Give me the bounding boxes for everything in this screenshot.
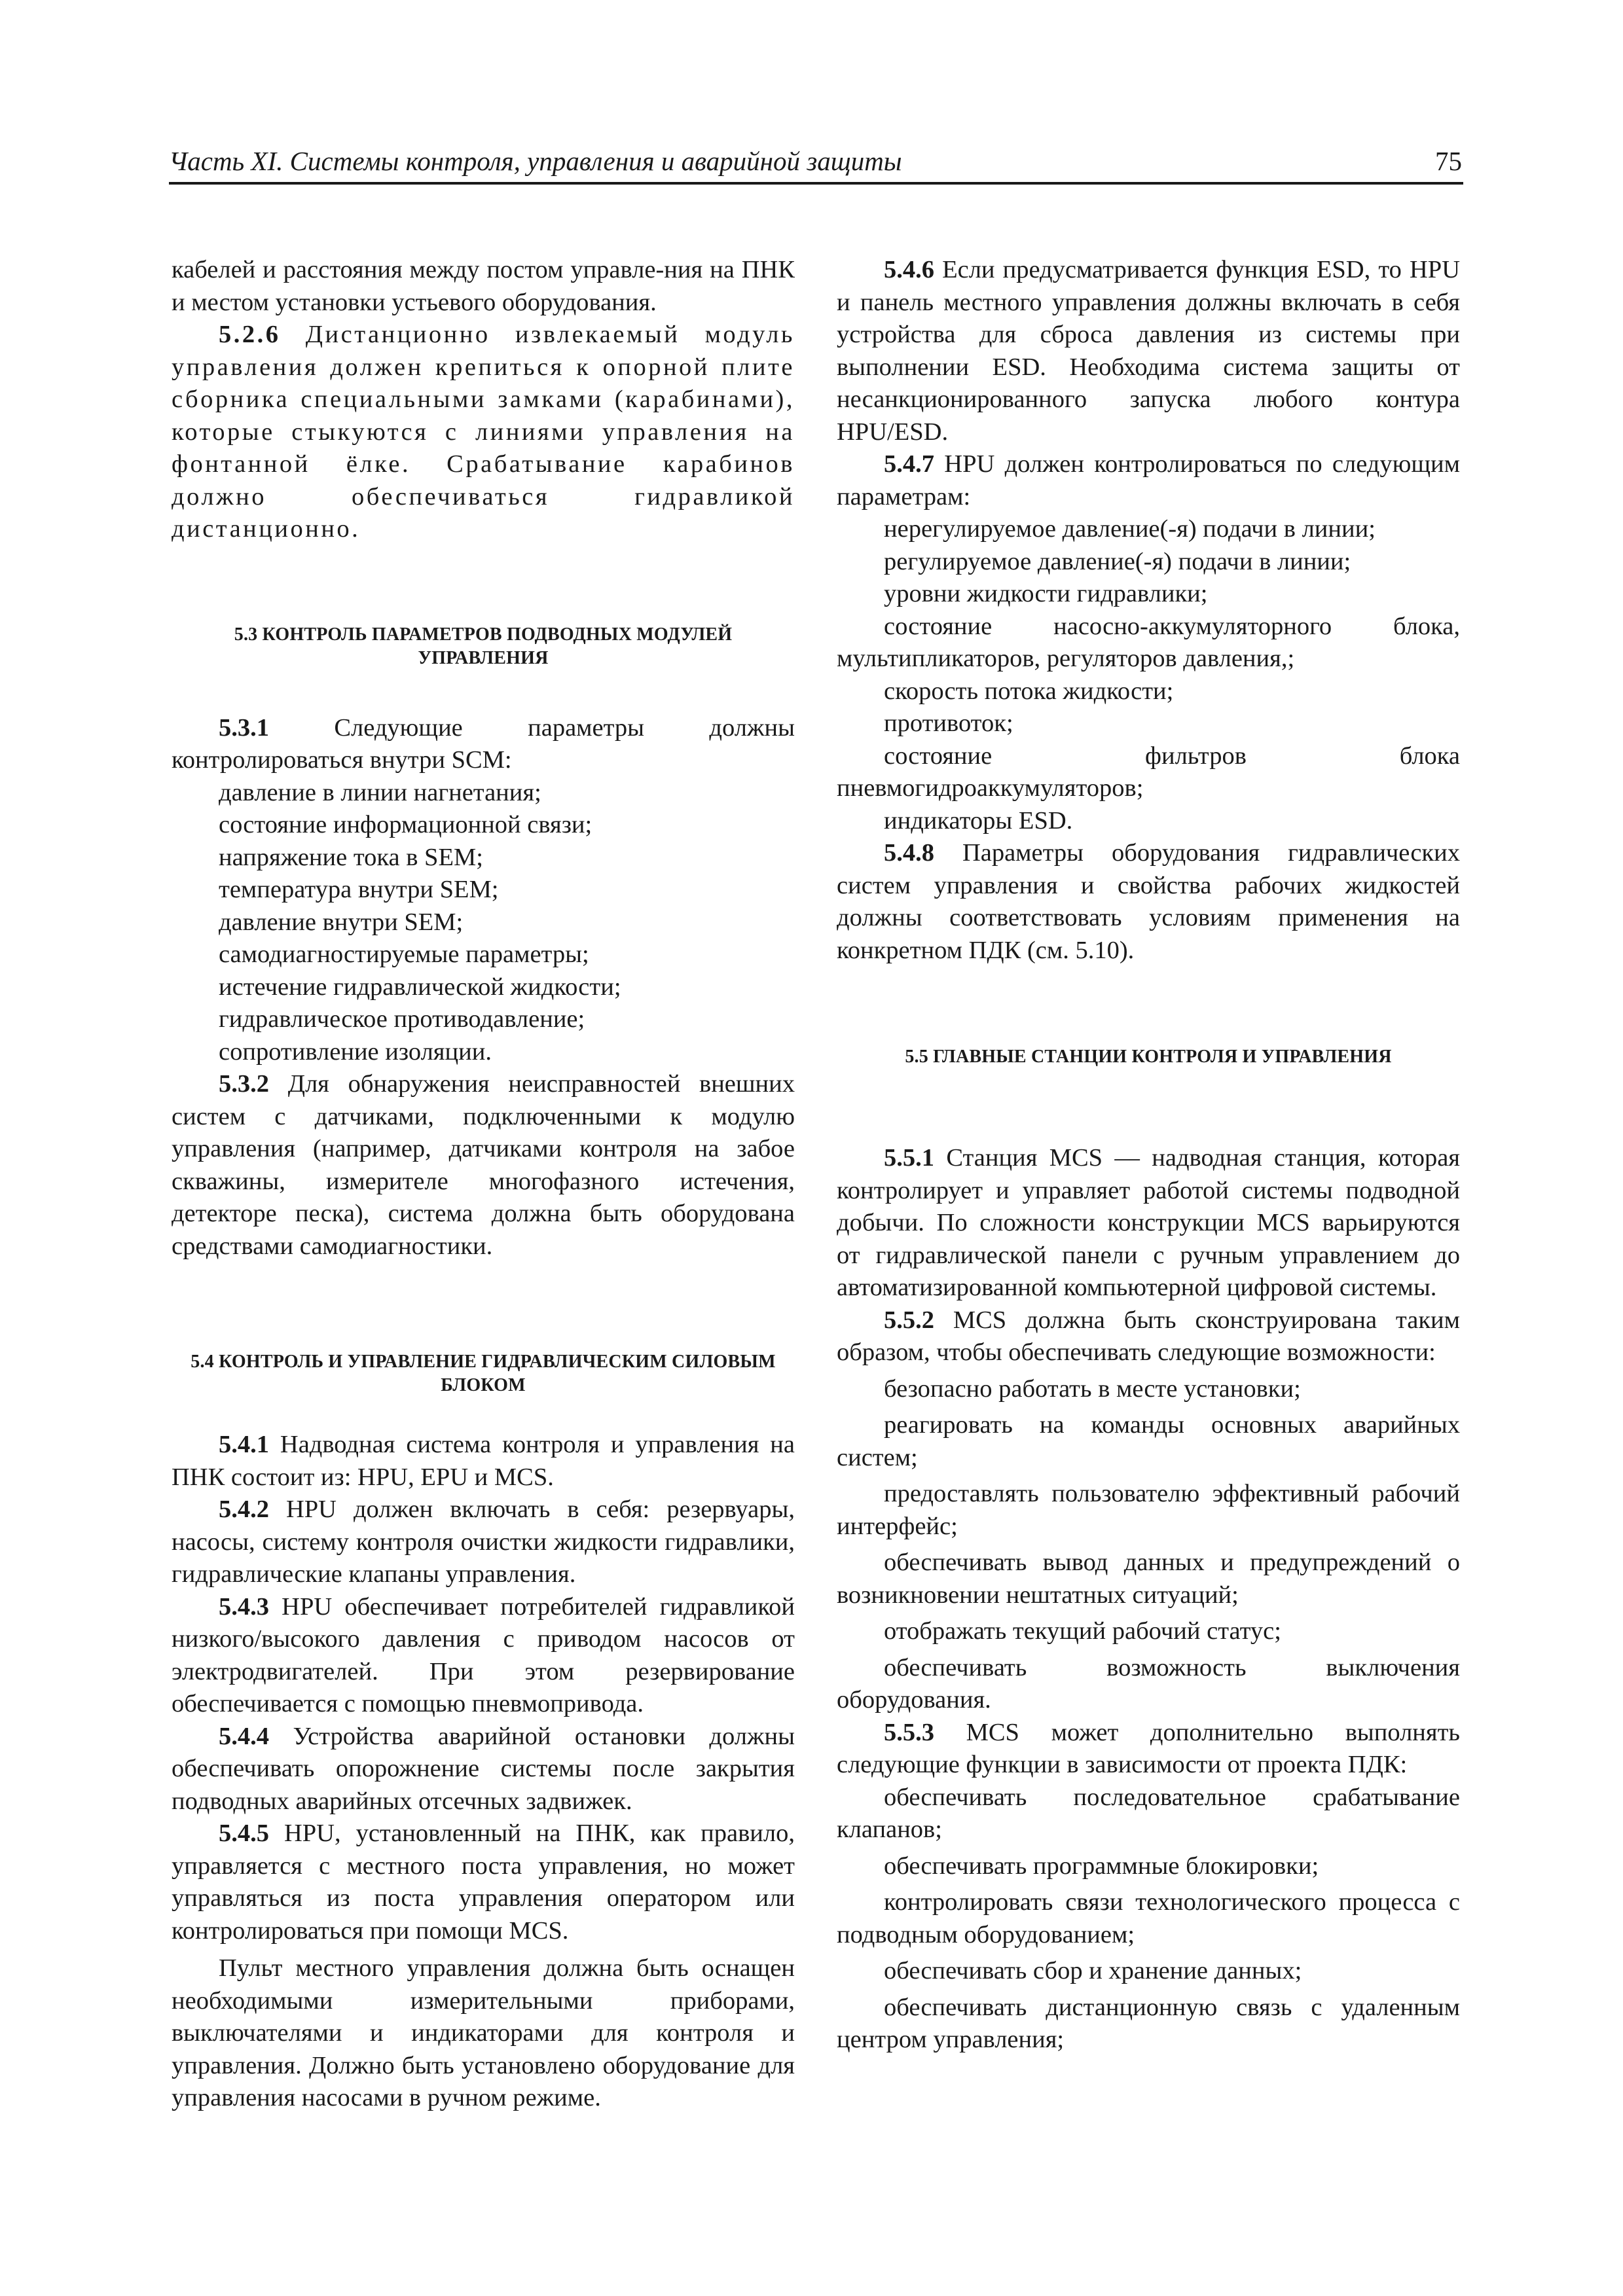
- page-number: 75: [1435, 146, 1462, 176]
- clause-text: Станция MCS — надводная станция, которая контролирует и управляет работой системы подводной добычи. По сложности конструкции MCS варьируются от гидравлической панели с ручным управлением до автоматизированной компьютерной цифровой системы.: [837, 1144, 1460, 1301]
- clause-number: 5.4.7: [884, 450, 934, 478]
- list-item: контролировать связи технологического процесса с подводным оборудованием;: [837, 1888, 1460, 1948]
- clause-number: 5.4.1: [219, 1431, 269, 1458]
- paragraph-5-5-2: [837, 1304, 1460, 1369]
- list-item: напряжение тока в SEM;: [219, 843, 483, 871]
- list-item: состояние фильтров блока пневмогидроаккумуляторов;: [837, 742, 1460, 802]
- clause-number: 5.5.3: [884, 1718, 934, 1746]
- list-item: давление внутри SEM;: [219, 908, 464, 936]
- paragraph-5-4-6: [837, 254, 1460, 448]
- paragraph-5-4-1: [172, 1429, 795, 1494]
- list-item: истечение гидравлической жидкости;: [219, 973, 621, 1001]
- clause-text: Если предусматривается функция ESD, то HPU и панель местного управления должны включать в себя устройства для сброса давления из системы при выполнении ESD. Необходима система защиты от несанкционированного запуска любого контура HPU/ESD.: [837, 256, 1460, 446]
- section-title-5-4: 5.4 КОНТРОЛЬ И УПРАВЛЕНИЕ ГИДРАВЛИЧЕСКИМ СИЛОВЫМ БЛОКОМ: [191, 1352, 776, 1395]
- list-item: обеспечивать сбор и хранение данных;: [884, 1957, 1302, 1984]
- clause-number: 5.2.6: [219, 321, 281, 348]
- paragraph-5-3-1: [172, 712, 795, 777]
- paragraph-5-4-7: [837, 448, 1460, 513]
- clause-number: 5.3.1: [219, 713, 269, 742]
- clause-number: 5.3.2: [219, 1070, 269, 1098]
- clause-text: Дистанционно извлекаемый модуль управления должен крепиться к опорной плите сборника специальными замками (карабинами), которые стыкуются с линиями управления на фонтанной ёлке. Срабатывание карабинов должно обеспечиваться гидравликой дистанционно.: [172, 321, 795, 543]
- clause-text: Устройства аварийной остановки должны обеспечивать опорожнение системы после закрытия подводных аварийных отсечных задвижек.: [172, 1722, 795, 1815]
- clause-number: 5.4.3: [219, 1592, 269, 1621]
- paragraph-5-2-6: [172, 319, 795, 546]
- list-item: обеспечивать возможность выключения оборудования.: [837, 1653, 1460, 1713]
- section-title-5-3: 5.3 КОНТРОЛЬ ПАРАМЕТРОВ ПОДВОДНЫХ МОДУЛЕЙ УПРАВЛЕНИЯ: [234, 624, 733, 668]
- clause-text: Для обнаружения неисправностей внешних систем с датчиками, подключенными к модулю управления (например, датчиками контроля на забое скважины, измерителе многофазного истечения, детекторе песка), система должна быть оборудована средствами самодиагностики.: [172, 1070, 795, 1260]
- paragraph: Пульт местного управления должна быть оснащен необходимыми измерительными приборами, выключателями и индикаторами для контроля и управления. Должно быть установлено оборудование для управления насосами в ручном режиме.: [172, 1954, 795, 2111]
- paragraph-5-5-1: [837, 1142, 1460, 1304]
- list-item: давление в линии нагнетания;: [219, 778, 541, 806]
- list-item: безопасно работать в месте установки;: [884, 1374, 1301, 1403]
- clause-text: MCS может дополнительно выполнять следующие функции в зависимости от проекта ПДК:: [837, 1718, 1460, 1778]
- clause-number: 5.4.8: [884, 839, 934, 867]
- clause-number: 5.4.6: [884, 256, 934, 283]
- list-item: самодиагностируемые параметры;: [219, 941, 589, 968]
- clause-number: 5.5.2: [884, 1306, 934, 1334]
- list-item: состояние насосно-аккумуляторного блока, мультипликаторов, регуляторов давления,;: [837, 612, 1460, 672]
- clause-text: MCS должна быть сконструирована таким образом, чтобы обеспечивать следующие возможности:: [837, 1306, 1460, 1366]
- running-header: [169, 145, 1463, 185]
- list-item: регулируемое давление(-я) подачи в линии;: [884, 547, 1351, 575]
- clause-number: 5.5.1: [884, 1144, 934, 1172]
- list-item: отображать текущий рабочий статус;: [884, 1617, 1281, 1645]
- clause-number: 5.4.5: [219, 1820, 269, 1847]
- list-item: реагировать на команды основных аварийных систем;: [837, 1411, 1460, 1471]
- paragraph-5-4-2: [172, 1494, 795, 1591]
- clause-text: HPU обеспечивает потребителей гидравликой низкого/высокого давления с приводом насосов от электродвигателей. При этом резервирование обеспечивается с помощью пневмопривода.: [172, 1592, 795, 1717]
- list-item: температура внутри SEM;: [219, 876, 499, 903]
- section-title-5-5: 5.5 ГЛАВНЫЕ СТАНЦИИ КОНТРОЛЯ И УПРАВЛЕНИЯ: [905, 1047, 1392, 1067]
- paragraph-5-4-4: [172, 1721, 795, 1818]
- list-item: гидравлическое противодавление;: [219, 1005, 585, 1033]
- clause-text: HPU, установленный на ПНК, как правило, управляется с местного поста управления, но может управляться из поста управления оператором или контролироваться при помощи MCS.: [172, 1820, 795, 1945]
- list-item: индикаторы ESD.: [884, 806, 1073, 834]
- list-item: уровни жидкости гидравлики;: [884, 580, 1208, 607]
- list-item: сопротивление изоляции.: [219, 1037, 492, 1066]
- clause-number: 5.4.2: [219, 1496, 269, 1523]
- list-item: состояние информационной связи;: [219, 811, 593, 838]
- clause-text: Параметры оборудования гидравлических систем управления и свойства рабочих жидкостей должны соответствовать условиям применения на конкретном ПДК (см. 5.10).: [837, 839, 1460, 964]
- paragraph-5-5-3: [837, 1717, 1460, 1782]
- clause-text: HPU должен контролироваться по следующим параметрам:: [837, 450, 1460, 511]
- list-item: предоставлять пользователю эффективный рабочий интерфейс;: [837, 1480, 1460, 1540]
- left-column: [172, 254, 795, 2115]
- clause-text: Надводная система контроля и управления на ПНК состоит из: HPU, EPU и MCS.: [172, 1431, 795, 1491]
- clause-text: Следующие параметры должны контролироваться внутри SCM:: [172, 713, 795, 774]
- list-item: скорость потока жидкости;: [884, 677, 1174, 705]
- list-item: противоток;: [884, 709, 1013, 737]
- paragraph-5-4-3: [172, 1591, 795, 1721]
- paragraph-5-4-8: [837, 837, 1460, 967]
- paragraph: кабелей и расстояния между постом управле-ния на ПНК и местом установки устьевого оборудования.: [172, 256, 795, 316]
- clause-text: HPU должен включать в себя: резервуары, насосы, систему контроля очистки жидкости гидравлики, гидравлические клапаны управления.: [172, 1496, 795, 1588]
- list-item: обеспечивать вывод данных и предупреждений о возникновении нештатных ситуаций;: [837, 1549, 1460, 1609]
- paragraph-5-3-2: [172, 1068, 795, 1263]
- paragraph-5-4-5: [172, 1818, 795, 1947]
- list-item: обеспечивать последовательное срабатывание клапанов;: [837, 1783, 1460, 1843]
- list-item: обеспечивать программные блокировки;: [884, 1852, 1319, 1880]
- list-item: обеспечивать дистанционную связь с удаленным центром управления;: [837, 1993, 1460, 2053]
- clause-number: 5.4.4: [219, 1722, 269, 1750]
- list-item: нерегулируемое давление(-я) подачи в линии;: [884, 515, 1376, 543]
- right-column: [837, 254, 1460, 2056]
- running-title: Часть XI. Системы контроля, управления и аварийной защиты: [169, 146, 902, 176]
